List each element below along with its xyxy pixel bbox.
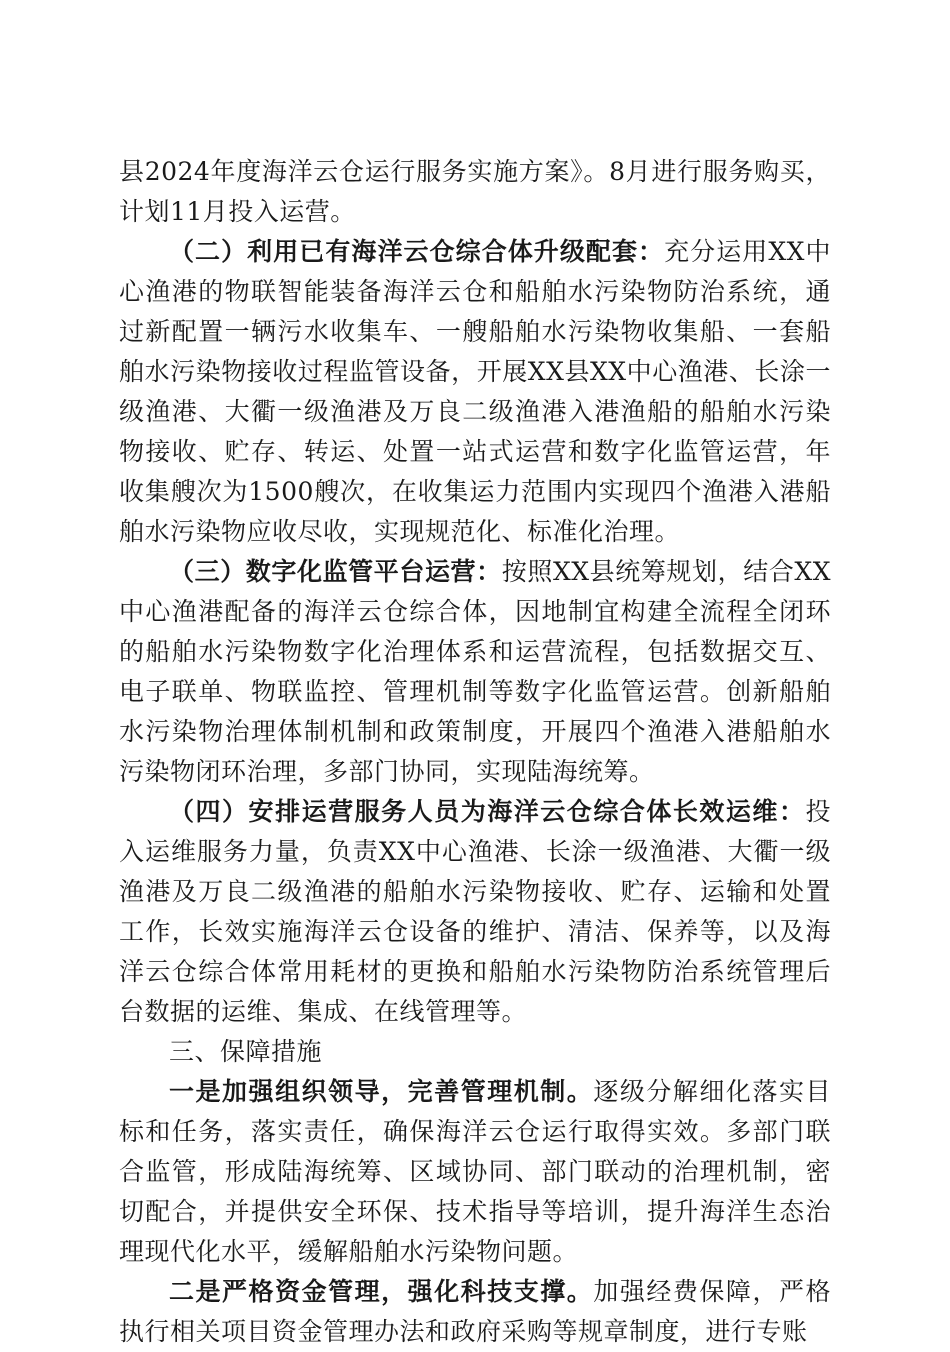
paragraph-text: 按照XX县统筹规划，结合XX中心渔港配备的海洋云仓综合体，因地制宜构建全流程全闭环的船舶水污染物数字化治理体系和运营流程，包括数据交互、电子联单、物联监控、管理机制等数字化监管运营。创新船舶水污染物治理体制机制和政策制度，开展四个渔港入港船舶水污染物闭环治理，多部门协同，实现陆海统筹。 — [119, 557, 831, 786]
paragraph-text: 投入运维服务力量，负责XX中心渔港、长涂一级渔港、大衢一级渔港及万良二级渔港的船舶水污染物接收、贮存、运输和处置工作，长效实施海洋云仓设备的维护、清洁、保养等，以及海洋云仓综合体常用耗材的更换和船舶水污染物防治系统管理后台数据的运维、集成、在线管理等。 — [119, 797, 831, 1026]
paragraph-text: 县2024年度海洋云仓运行服务实施方案》。8月进行服务购买，计划11月投入运营。 — [119, 157, 831, 226]
paragraph-lead: （四）安排运营服务人员为海洋云仓综合体长效运维： — [169, 797, 806, 826]
paragraph-item-3 — [119, 552, 831, 792]
paragraph-item-4 — [119, 792, 831, 1032]
paragraph-text: 逐级分解细化落实目标和任务，落实责任，确保海洋云仓运行取得实效。多部门联合监管，形成陆海统筹、区域协同、部门联动的治理机制，密切配合，并提供安全环保、技术指导等培训，提升海洋生态治理现代化水平，缓解船舶水污染物问题。 — [119, 1077, 831, 1266]
paragraph-text: 加强经费保障，严格执行相关项目资金管理办法和政府采购等规章制度，进行专账 — [119, 1277, 831, 1346]
section-heading: 三、保障措施 — [169, 1037, 323, 1066]
paragraph-text: 充分运用XX中心渔港的物联智能装备海洋云仓和船舶水污染物防治系统，通过新配置一辆污水收集车、一艘船舶水污染物收集船、一套船舶水污染物接收过程监管设备，开展XX县XX中心渔港、长涂一级渔港、大衢一级渔港及万良二级渔港入港渔船的船舶水污染物接收、贮存、转运、处置一站式运营和数字化监管运营，年收集艘次为1500艘次，在收集运力范围内实现四个渔港入港船舶水污染物应收尽收，实现规范化、标准化治理。 — [119, 237, 831, 546]
paragraph-lead: （三）数字化监管平台运营： — [169, 557, 502, 586]
paragraph-item-2 — [119, 232, 831, 552]
paragraph-lead: （二）利用已有海洋云仓综合体升级配套： — [169, 237, 665, 266]
document-page — [119, 152, 831, 1352]
paragraph-lead: 二是严格资金管理，强化科技支撑。 — [169, 1277, 594, 1306]
paragraph-lead: 一是加强组织领导，完善管理机制。 — [169, 1077, 594, 1106]
paragraph-measure-1 — [119, 1072, 831, 1272]
paragraph-continuation — [119, 152, 831, 232]
paragraph-measure-2 — [119, 1272, 831, 1352]
